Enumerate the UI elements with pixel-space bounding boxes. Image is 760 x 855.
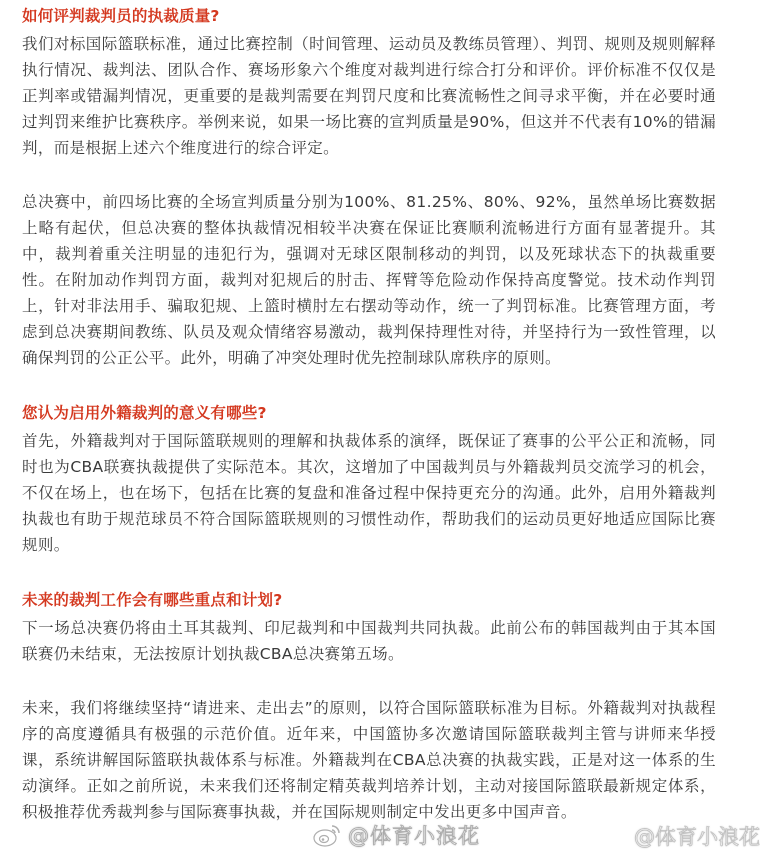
section-heading-future-plans: 未来的裁判工作会有哪些重点和计划? (22, 591, 283, 609)
paragraph-spacer (22, 667, 716, 695)
article (22, 4, 716, 825)
paragraph-finals-quality: 总决赛中，前四场比赛的全场宣判质量分别为100%、81.25%、80%、92%，虽然单场比赛数据上略有起伏，但总决赛的整体执裁情况相较半决赛在保证比赛顺利流畅进行方面有显著提升。其中，裁判着重关注明显的违犯行为，强调对无球区限制移动的判罚，以及死球状态下的执裁重要性。在附加动作判罚方面，裁判对犯规后的肘击、挥臂等危险动作保持高度警觉。技术动作判罚上，针对非法用手、骗取犯规、上篮时横肘左右摆动等动作，统一了判罚标准。比赛管理方面，考虑到总决赛期间教练、队员及观众情绪容易激动，裁判保持理性对待，并坚持行为一致性管理，以确保判罚的公正公平。此外，明确了冲突处理时优先控制球队席秩序的原则。 (22, 193, 716, 367)
watermark-handle-faint: @体育小浪花 (634, 825, 760, 849)
section-spacer (22, 371, 716, 401)
paragraph-future-plans: 未来，我们将继续坚持“请进来、走出去”的原则，以符合国际篮联标准为目标。外籍裁判对执裁程序的高度遵循具有极强的示范价值。近年来，中国篮协多次邀请国际篮联裁判主管与讲师来华授课，系统讲解国际篮联执裁体系与标准。外籍裁判在CBA总决赛的执裁实践，正是对这一体系的生动演绎。正如之前所说，未来我们还将制定精英裁判培养计划，主动对接国际篮联最新规定体系，积极推荐优秀裁判参与国际赛事执裁，并在国际规则制定中发出更多中国声音。 (22, 699, 716, 821)
watermark-handle: @体育小浪花 (348, 824, 480, 848)
section-heading-foreign-referees: 您认为启用外籍裁判的意义有哪些? (22, 404, 267, 422)
paragraph-evaluation-criteria: 我们对标国际篮联标准，通过比赛控制（时间管理、运动员及教练员管理）、判罚、规则及规则解释执行情况、裁判法、团队合作、赛场形象六个维度对裁判进行综合打分和评价。评价标准不仅仅是正判率或错漏判情况，更重要的是裁判需要在判罚尺度和比赛流畅性之间寻求平衡，并在必要时通过判罚来维护比赛秩序。举例来说，如果一场比赛的宣判质量是90%，但这并不代表有10%的错漏判，而是根据上述六个维度进行的综合评定。 (22, 35, 716, 157)
paragraph-next-game: 下一场总决赛仍将由土耳其裁判、印尼裁判和中国裁判共同执裁。此前公布的韩国裁判由于其本国联赛仍未结束，无法按原计划执裁CBA总决赛第五场。 (22, 619, 716, 663)
section-heading-evaluation: 如何评判裁判员的执裁质量? (22, 7, 220, 25)
section-spacer (22, 558, 716, 588)
paragraph-spacer (22, 161, 716, 189)
paragraph-foreign-referees: 首先，外籍裁判对于国际篮联规则的理解和执裁体系的演绎，既保证了赛事的公平公正和流畅，同时也为CBA联赛执裁提供了实际范本。其次，这增加了中国裁判员与外籍裁判员交流学习的机会，不仅在场上，也在场下，包括在比赛的复盘和准备过程中保持更充分的沟通。此外，启用外籍裁判执裁也有助于规范球员不符合国际篮联规则的习惯性动作，帮助我们的运动员更好地适应国际比赛规则。 (22, 432, 716, 554)
